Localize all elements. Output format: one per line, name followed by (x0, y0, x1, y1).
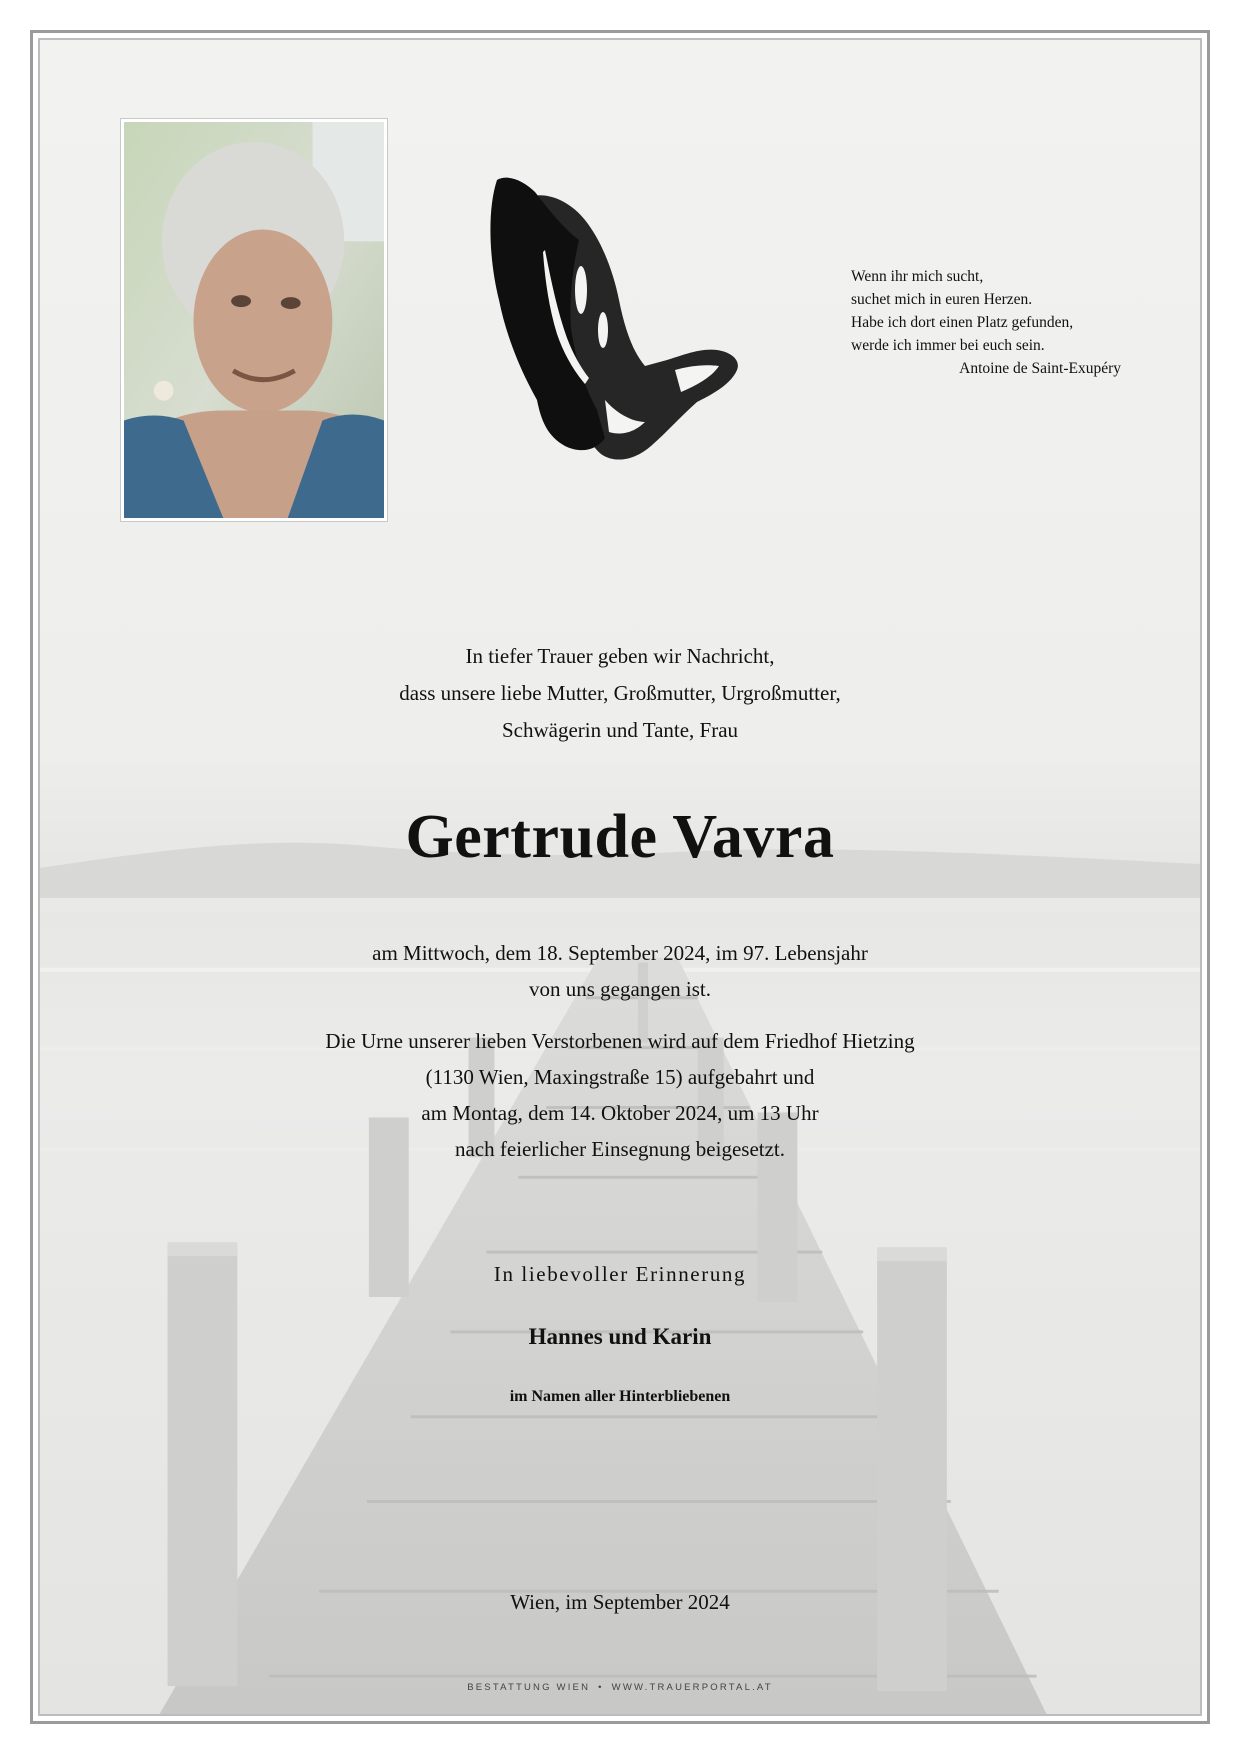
footer-separator: • (598, 1682, 604, 1693)
burial-line: (1130 Wien, Maxingstraße 15) aufgebahrt und (425, 1065, 815, 1089)
death-line: am Mittwoch, dem 18. September 2024, im 97. Lebensjahr (372, 941, 868, 965)
footer-website-link[interactable]: WWW.TRAUERPORTAL.AT (611, 1682, 773, 1693)
quote-line: Wenn ihr mich sucht, (851, 268, 984, 285)
quote-line: suchet mich in euren Herzen. (851, 291, 1033, 308)
footer-credit (40, 1682, 1200, 1693)
quote-block (851, 265, 1151, 380)
portrait-photo (120, 118, 388, 522)
praying-hands-icon (485, 170, 755, 470)
intro-text (40, 638, 1200, 749)
intro-line: dass unsere liebe Mutter, Großmutter, Urgroßmutter, (399, 681, 841, 705)
intro-line: Schwägerin und Tante, Frau (501, 718, 739, 742)
burial-info (40, 1023, 1200, 1167)
behalf-line: im Namen aller Hinterbliebenen (509, 1388, 731, 1405)
death-date-text (40, 935, 1200, 1007)
quote-line: werde ich immer bei euch sein. (851, 337, 1045, 354)
burial-line: am Montag, dem 14. Oktober 2024, um 13 Uhr (421, 1101, 819, 1125)
quote-author: Antoine de Saint-Exupéry (959, 360, 1121, 377)
burial-line: nach feierlicher Einsegnung beigesetzt. (454, 1137, 786, 1161)
footer-company: BESTATTUNG WIEN (467, 1682, 591, 1693)
death-line: von uns gegangen ist. (529, 977, 711, 1001)
memory-line: In liebevoller Erinnerung (493, 1262, 747, 1286)
portrait-image (124, 122, 384, 518)
signers-names: Hannes und Karin (528, 1324, 712, 1349)
burial-line: Die Urne unserer lieben Verstorbenen wird auf dem Friedhof Hietzing (325, 1029, 915, 1053)
deceased-name: Gertrude Vavra (405, 803, 835, 871)
death-notice-card (38, 38, 1202, 1716)
intro-line: In tiefer Trauer geben wir Nachricht, (465, 644, 775, 668)
quote-line: Habe ich dort einen Platz gefunden, (851, 314, 1074, 331)
place-date: Wien, im September 2024 (510, 1590, 730, 1614)
